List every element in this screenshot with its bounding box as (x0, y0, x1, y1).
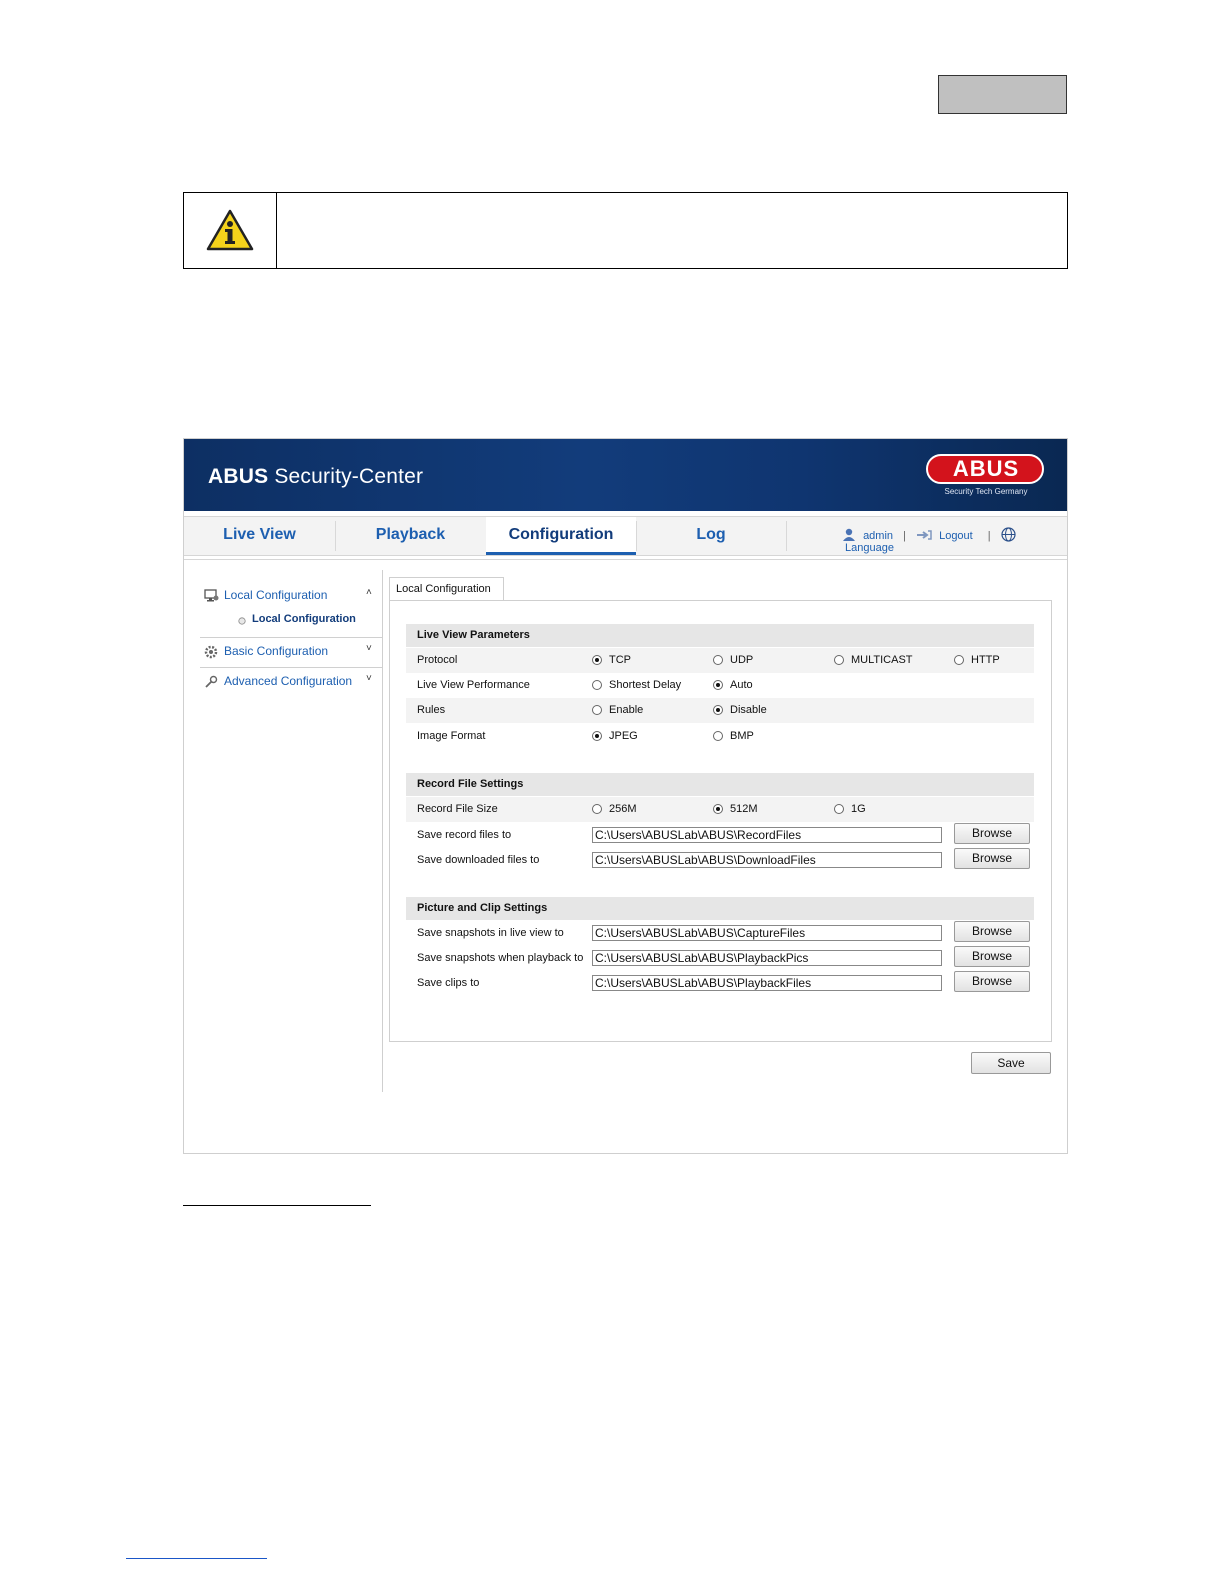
record-files-path-input[interactable]: C:\Users\ABUSLab\ABUS\RecordFiles (592, 827, 942, 843)
performance-auto-radio[interactable]: Auto (713, 679, 753, 691)
save-snapshots-live-row (406, 921, 1034, 946)
logout-icon (916, 530, 932, 540)
rules-disable-radio[interactable]: Disable (713, 704, 767, 716)
abus-security-center-window (183, 438, 1068, 1154)
tab-live-view[interactable]: Live View (223, 526, 296, 543)
image-format-label: Image Format (417, 730, 486, 742)
save-record-files-label: Save record files to (417, 829, 512, 841)
image-format-bmp-radio[interactable]: BMP (713, 730, 754, 742)
playback-files-path-input[interactable]: C:\Users\ABUSLab\ABUS\PlaybackFiles (592, 975, 942, 991)
chevron-down-icon: ˅ (366, 673, 372, 684)
save-snapshots-playback-row (406, 946, 1034, 971)
browse-playback-pics-button[interactable]: Browse (954, 946, 1030, 967)
capture-files-path-input[interactable]: C:\Users\ABUSLab\ABUS\CaptureFiles (592, 925, 942, 941)
section-live-view-parameters: Live View Parameters (406, 624, 1034, 647)
record-file-size-row (406, 797, 1034, 822)
radio-unselected (592, 705, 602, 715)
header-gray-box (938, 75, 1067, 114)
language-link[interactable]: Language (845, 542, 894, 554)
user-icon (842, 528, 856, 541)
radio-selected (713, 705, 723, 715)
info-note-box (183, 192, 1068, 269)
radio-unselected (592, 804, 602, 814)
sidebar-item-label: Advanced Configuration (224, 674, 353, 688)
sidebar-item-label: Local Configuration (224, 588, 328, 602)
sidebar-item-basic-configuration[interactable] (200, 639, 382, 663)
logo-word: ABUS (952, 456, 1020, 481)
sidebar-subitem-label: Local Configuration (252, 613, 356, 625)
protocol-tcp-radio[interactable]: TCP (592, 654, 631, 666)
radio-selected (713, 680, 723, 690)
abus-logo (924, 452, 1048, 502)
save-button[interactable]: Save (971, 1052, 1051, 1074)
radio-unselected (834, 655, 844, 665)
radio-selected (592, 655, 602, 665)
protocol-udp-radio[interactable]: UDP (713, 654, 753, 666)
playback-pics-path-input[interactable]: C:\Users\ABUSLab\ABUS\PlaybackPics (592, 950, 942, 966)
footer-link-rule (126, 1558, 267, 1559)
sidebar-divider (200, 637, 382, 638)
record-file-size-label: Record File Size (417, 803, 498, 815)
config-sidebar (200, 570, 383, 1092)
chevron-down-icon: ˅ (366, 643, 372, 654)
logout-link[interactable]: Logout (939, 530, 973, 542)
downloaded-files-path-input[interactable]: C:\Users\ABUSLab\ABUS\DownloadFiles (592, 852, 942, 868)
section-record-file-settings: Record File Settings (406, 773, 1034, 796)
tab-playback[interactable]: Playback (375, 526, 446, 543)
nav-divider (786, 521, 787, 551)
browse-playback-files-button[interactable]: Browse (954, 971, 1030, 992)
user-links (842, 527, 1067, 554)
live-view-performance-row (406, 673, 1034, 698)
save-downloaded-files-label: Save downloaded files to (417, 854, 540, 866)
save-record-files-row (406, 823, 1034, 848)
rules-row (406, 698, 1034, 723)
bullet-icon (238, 617, 246, 625)
size-512m-radio[interactable]: 512M (713, 803, 758, 815)
sidebar-item-advanced-configuration[interactable] (200, 669, 382, 693)
rules-enable-radio[interactable]: Enable (592, 704, 643, 716)
warning-info-icon (206, 209, 254, 251)
local-configuration-panel (389, 600, 1052, 1042)
performance-label: Live View Performance (417, 679, 530, 691)
sidebar-subitem-local-configuration[interactable] (200, 608, 382, 632)
radio-selected (592, 731, 602, 741)
logo-tagline: Security Tech Germany (944, 487, 1028, 496)
app-title: ABUS Security-Center (208, 465, 424, 488)
image-format-row (406, 724, 1034, 749)
save-clips-label: Save clips to (417, 977, 480, 989)
radio-unselected (834, 804, 844, 814)
tab-configuration[interactable]: Configuration (486, 517, 636, 555)
sidebar-divider (200, 667, 382, 668)
size-256m-radio[interactable]: 256M (592, 803, 637, 815)
tab-log[interactable]: Log (696, 526, 726, 543)
wrench-icon (204, 675, 218, 689)
user-separator: | (903, 530, 906, 542)
info-icon-cell (184, 193, 277, 268)
username-link[interactable]: admin (863, 530, 894, 542)
monitor-icon (204, 589, 219, 602)
protocol-multicast-radio[interactable]: MULTICAST (834, 654, 913, 666)
footer-rule (183, 1205, 371, 1206)
config-content (184, 559, 1067, 1154)
section-picture-clip-settings: Picture and Clip Settings (406, 897, 1034, 920)
image-format-jpeg-radio[interactable]: JPEG (592, 730, 638, 742)
radio-unselected (592, 680, 602, 690)
save-snapshots-live-label: Save snapshots in live view to (417, 927, 564, 939)
logout-separator: | (987, 530, 991, 542)
protocol-http-radio[interactable]: HTTP (954, 654, 1000, 666)
sidebar-item-label: Basic Configuration (224, 644, 329, 658)
globe-icon (1001, 527, 1016, 542)
tab-local-configuration[interactable]: Local Configuration (389, 577, 504, 600)
save-clips-row (406, 971, 1034, 996)
radio-unselected (954, 655, 964, 665)
size-1g-radio[interactable]: 1G (834, 803, 866, 815)
browse-downloaded-files-button[interactable]: Browse (954, 848, 1030, 869)
radio-unselected (713, 655, 723, 665)
main-nav (184, 516, 1067, 556)
gear-icon (204, 645, 218, 659)
protocol-row (406, 648, 1034, 673)
browse-capture-files-button[interactable]: Browse (954, 921, 1030, 942)
sidebar-item-local-configuration[interactable] (200, 583, 382, 607)
protocol-label: Protocol (417, 654, 458, 666)
radio-selected (713, 804, 723, 814)
chevron-up-icon: ˄ (366, 587, 372, 598)
rules-label: Rules (417, 704, 446, 716)
save-downloaded-files-row (406, 848, 1034, 873)
app-banner (184, 439, 1067, 511)
performance-shortest-delay-radio[interactable]: Shortest Delay (592, 679, 681, 691)
save-snapshots-playback-label: Save snapshots when playback to (417, 952, 584, 964)
radio-unselected (713, 731, 723, 741)
browse-record-files-button[interactable]: Browse (954, 823, 1030, 844)
